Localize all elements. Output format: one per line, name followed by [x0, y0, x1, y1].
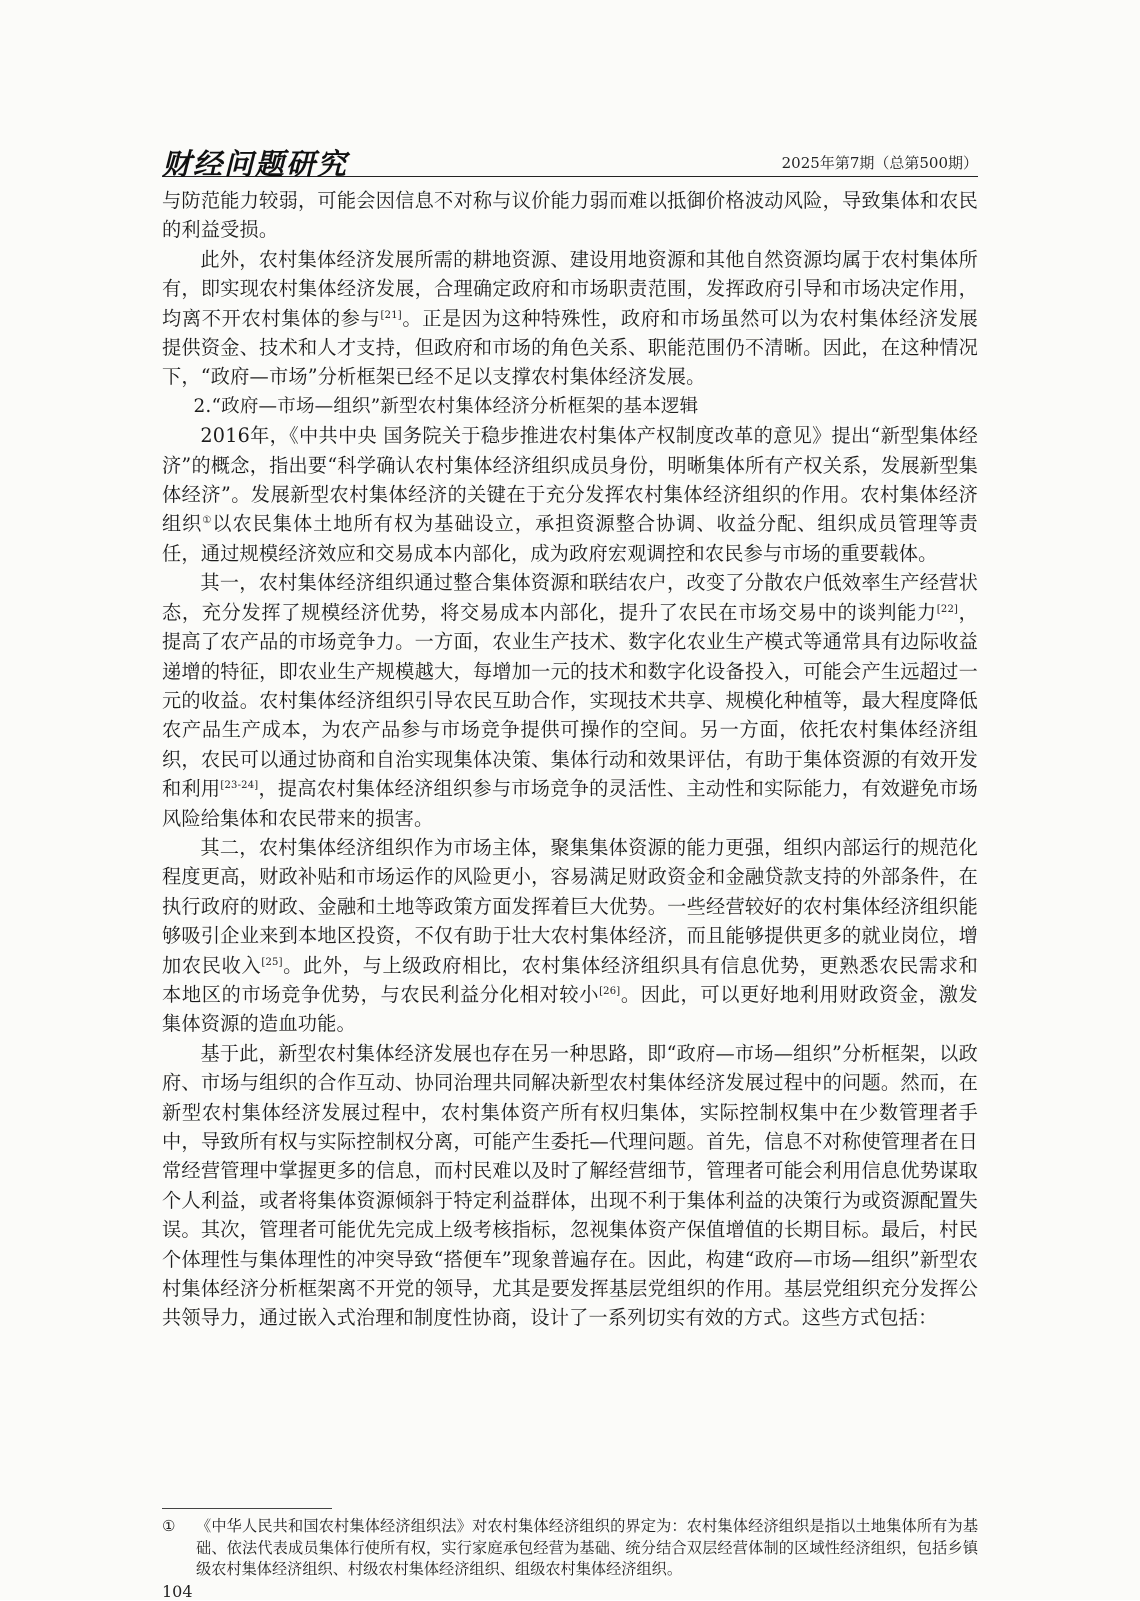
- article-body: [162, 186, 978, 1333]
- citation-ref: [26]: [599, 985, 621, 997]
- journal-logo: 财经问题研究: [162, 147, 349, 181]
- paragraph-text: 以农民集体土地所有权为基础设立，承担资源整合协调、收益分配、组织成员管理等责任，通过规模经济效应和交易成本内部化，成为政府宏观调控和农民参与市场的重要载体。: [162, 512, 978, 565]
- section-subheading: [162, 392, 978, 421]
- paragraph-text: 其二，农村集体经济组织作为市场主体，聚集集体资源的能力更强，组织内部运行的规范化程度更高，财政补贴和市场运作的风险更小，容易满足财政资金和金融贷款支持的外部条件，在执行政府的财政、金融和土地等政策方面发挥着巨大优势。一些经营较好的农村集体经济组织能够吸引企业来到本地区投资，不仅有助于壮大农村集体经济，而且能够提供更多的就业岗位，增加农民收入: [162, 835, 978, 977]
- page-number: 104: [162, 1582, 193, 1601]
- page-header: [162, 142, 978, 181]
- citation-ref: ①: [202, 515, 213, 527]
- paragraph-text: 2016年，《中共中央 国务院关于稳步推进农村集体产权制度改革的意见》提出“新型集体经济”的概念，指出要“科学确认农村集体经济组织成员身份，明晰集体所有产权关系，发展新型集体经济”。发展新型农村集体经济的关键在于充分发挥农村集体经济组织的作用。农村集体经济组织: [162, 424, 978, 536]
- paragraph: [162, 245, 978, 392]
- citation-ref: [21]: [380, 309, 402, 321]
- paragraph-text: 其一，农村集体经济组织通过整合集体资源和联结农户，改变了分散农户低效率生产经营状态，充分发挥了规模经济优势，将交易成本内部化，提升了农民在市场交易中的谈判能力: [162, 571, 978, 624]
- paragraph-text: 与防范能力较弱，可能会因信息不对称与议价能力弱而难以抵御价格波动风险，导致集体和农民的利益受损。: [162, 189, 978, 242]
- paragraph-text: 此外，农村集体经济发展所需的耕地资源、建设用地资源和其他自然资源均属于农村集体所有，即实现农村集体经济发展，合理确定政府和市场职责范围，发挥政府引导和市场决定作用，均离不开农村集体的参与: [162, 247, 978, 330]
- paragraph-text: ，提高了农产品的市场竞争力。一方面，农业生产技术、数字化农业生产模式等通常具有边际收益递增的特征，即农业生产规模越大，每增加一元的技术和数字化设备投入，可能会产生远超过一元的收益。农村集体经济组织引导农民互助合作，实现技术共享、规模化种植等，最大程度降低农产品生产成本，为农产品参与市场竞争提供可操作的空间。另一方面，依托农村集体经济组织，农民可以通过协商和自治实现集体决策、集体行动和效果评估，有助于集体资源的有效开发和利用: [162, 600, 978, 801]
- paragraph: [162, 186, 978, 245]
- paragraph-text: 基于此，新型农村集体经济发展也存在另一种思路，即“政府—市场—组织”分析框架，以政府、市场与组织的合作互动、协同治理共同解决新型农村集体经济发展过程中的问题。然而，在新型农村集体经济发展过程中，农村集体资产所有权归集体，实际控制权集中在少数管理者手中，导致所有权与实际控制权分离，可能产生委托—代理问题。首先，信息不对称使管理者在日常经营管理中掌握更多的信息，而村民难以及时了解经营细节，管理者可能会利用信息优势谋取个人利益，或者将集体资源倾斜于特定利益群体，出现不利于集体利益的决策行为或资源配置失误。其次，管理者可能优先完成上级考核指标，忽视集体资产保值增值的长期目标。最后，村民个体理性与集体理性的冲突导致“搭便车”现象普遍存在。因此，构建“政府—市场—组织”新型农村集体经济分析框架离不开党的领导，尤其是要发挥基层党组织的作用。基层党组织充分发挥公共领导力，通过嵌入式治理和制度性协商，设计了一系列切实有效的方式。这些方式包括：: [162, 1041, 978, 1330]
- paragraph: [162, 421, 978, 568]
- paragraph-text: 。因此，可以更好地利用财政资金，激发集体资源的造血功能。: [162, 982, 978, 1036]
- footnote-mark: ①: [162, 1517, 176, 1535]
- footnote-text: 《中华人民共和国农村集体经济组织法》对农村集体经济组织的界定为：农村集体经济组织是指以土地集体所有为基础、依法代表成员集体行使所有权，实行家庭承包经营为基础、统分结合双层经营体制的区域性经济组织，包括乡镇级农村集体经济组织、村级农村集体经济组织、组级农村集体经济组织。: [196, 1517, 978, 1578]
- paragraph: [162, 568, 978, 833]
- paragraph: [162, 833, 978, 1039]
- paragraph-text: 2.“政府—市场—组织”新型农村集体经济分析框架的基本逻辑: [193, 395, 699, 417]
- footnote-divider: [162, 1508, 332, 1509]
- issue-info: 2025年第7期（总第500期）: [781, 154, 978, 172]
- citation-ref: [23-24]: [220, 780, 259, 792]
- citation-ref: [22]: [936, 603, 959, 615]
- citation-ref: [25]: [261, 956, 283, 968]
- paragraph-text: ，提高农村集体经济组织参与市场竞争的灵活性、主动性和实际能力，有效避免市场风险给集体和农民带来的损害。: [162, 777, 978, 830]
- footnote: [162, 1516, 978, 1581]
- paragraph-text: 。此外，与上级政府相比，农村集体经济组织具有信息优势，更熟悉农民需求和本地区的市场竞争优势，与农民利益分化相对较小: [162, 953, 979, 1006]
- paragraph-text: 。正是因为这种特殊性，政府和市场虽然可以为农村集体经济发展提供资金、技术和人才支持，但政府和市场的角色关系、职能范围仍不清晰。因此，在这种情况下，“政府—市场”分析框架已经不足以支撑农村集体经济发展。: [162, 306, 978, 389]
- paragraph: [162, 1039, 978, 1333]
